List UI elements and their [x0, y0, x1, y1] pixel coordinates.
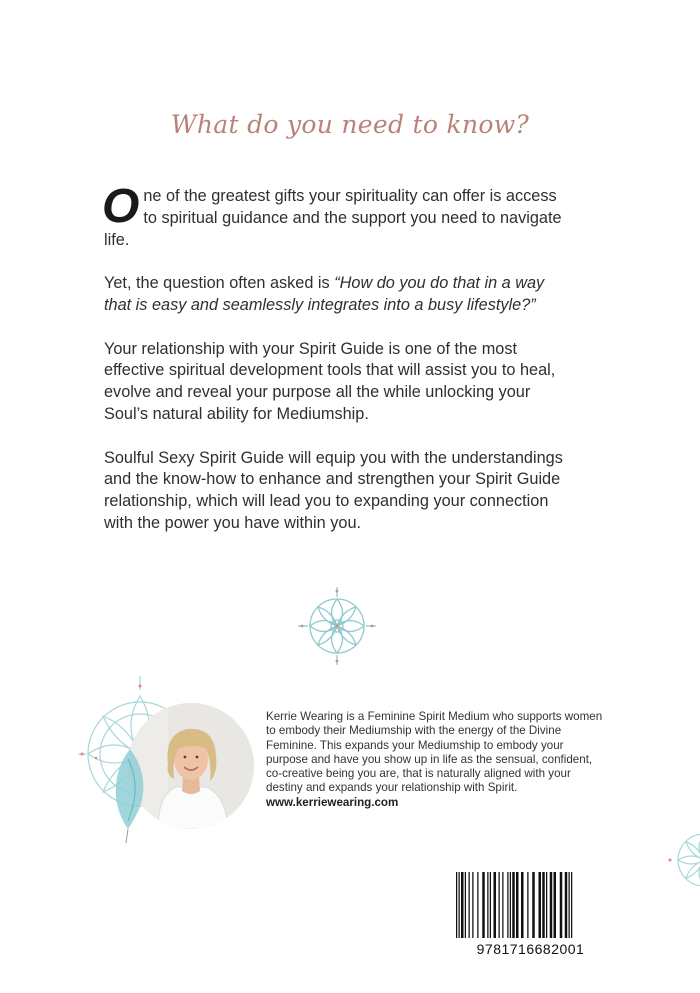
barcode-bar: [532, 872, 535, 938]
barcode-bar: [472, 872, 473, 938]
isbn-barcode-block: [452, 868, 609, 962]
barcode-bar: [554, 872, 557, 938]
barcode-bar: [527, 872, 528, 938]
barcode-bar: [487, 872, 488, 938]
barcode-bar: [482, 872, 485, 938]
barcode-bar: [461, 872, 464, 938]
author-website-link[interactable]: www.kerriewearing.com: [266, 795, 399, 809]
barcode-bar: [512, 872, 515, 938]
edge-mandala-icon: [664, 820, 700, 900]
blurb: [102, 180, 574, 557]
barcode-bar: [546, 872, 547, 938]
barcode-bar: [502, 872, 503, 938]
blurb-paragraph-4: Soulful Sexy Spirit Guide will equip you with the understandings and the know-how to enhance and strengthen your Spirit Guide relationship, which will lead you to expanding your connection with the power you have within you.: [104, 448, 563, 532]
blurb-paragraph-1-text: ne of the greatest gifts your spirituality can offer is access to spiritual guidance and the support you need to navigate life.: [104, 187, 562, 249]
blurb-paragraph-3: Your relationship with your Spirit Guide is one of the most effective spiritual development tools that will assist you to heal, evolve and reveal your purpose all the while unlocking your Soul’s natural ability for Mediumship.: [104, 339, 556, 423]
barcode-bar: [510, 872, 511, 938]
barcode-bar: [499, 872, 500, 938]
barcode-bar: [477, 872, 478, 938]
blurb-paragraph-2: [104, 273, 574, 317]
mandala-icon: [296, 585, 378, 667]
barcode-bar: [456, 872, 457, 938]
blurb-paragraph-2-quote: “How do you do that in a way that is easy and seamlessly integrates into a busy lifestyle?”: [104, 274, 545, 314]
feather-icon: [104, 745, 156, 845]
drop-cap: O: [102, 180, 140, 233]
section-heading: What do you need to know?: [170, 110, 530, 139]
blurb-paragraph-2-lead: Yet, the question often asked is: [104, 274, 335, 293]
barcode-bar: [459, 872, 460, 938]
isbn-number: 9781716682001: [476, 941, 585, 957]
author-bio: [266, 710, 606, 810]
barcode-bar: [560, 872, 563, 938]
barcode-bar: [571, 872, 572, 938]
author-bio-text: Kerrie Wearing is a Feminine Spirit Medium who supports women to embody their Mediumship with the energy of the Divine Feminine. This expands your Mediumship to embody your purpose and have you show up in life as the sensual, confident, co-creative being you are, that is naturally aligned with your destiny and expands your relationship with Spirit.: [266, 710, 603, 795]
barcode-bar: [507, 872, 508, 938]
barcode-bar: [469, 872, 470, 938]
barcode-icon: [456, 872, 605, 938]
barcode-bar: [465, 872, 466, 938]
barcode-bar: [490, 872, 491, 938]
barcode-bar: [521, 872, 524, 938]
barcode-bar: [516, 872, 519, 938]
barcode-bar: [550, 872, 553, 938]
barcode-bar: [542, 872, 545, 938]
barcode-bar: [494, 872, 497, 938]
barcode-bar: [569, 872, 570, 938]
barcode-bar: [565, 872, 568, 938]
barcode-bar: [539, 872, 542, 938]
blurb-paragraph-1: [102, 180, 574, 251]
